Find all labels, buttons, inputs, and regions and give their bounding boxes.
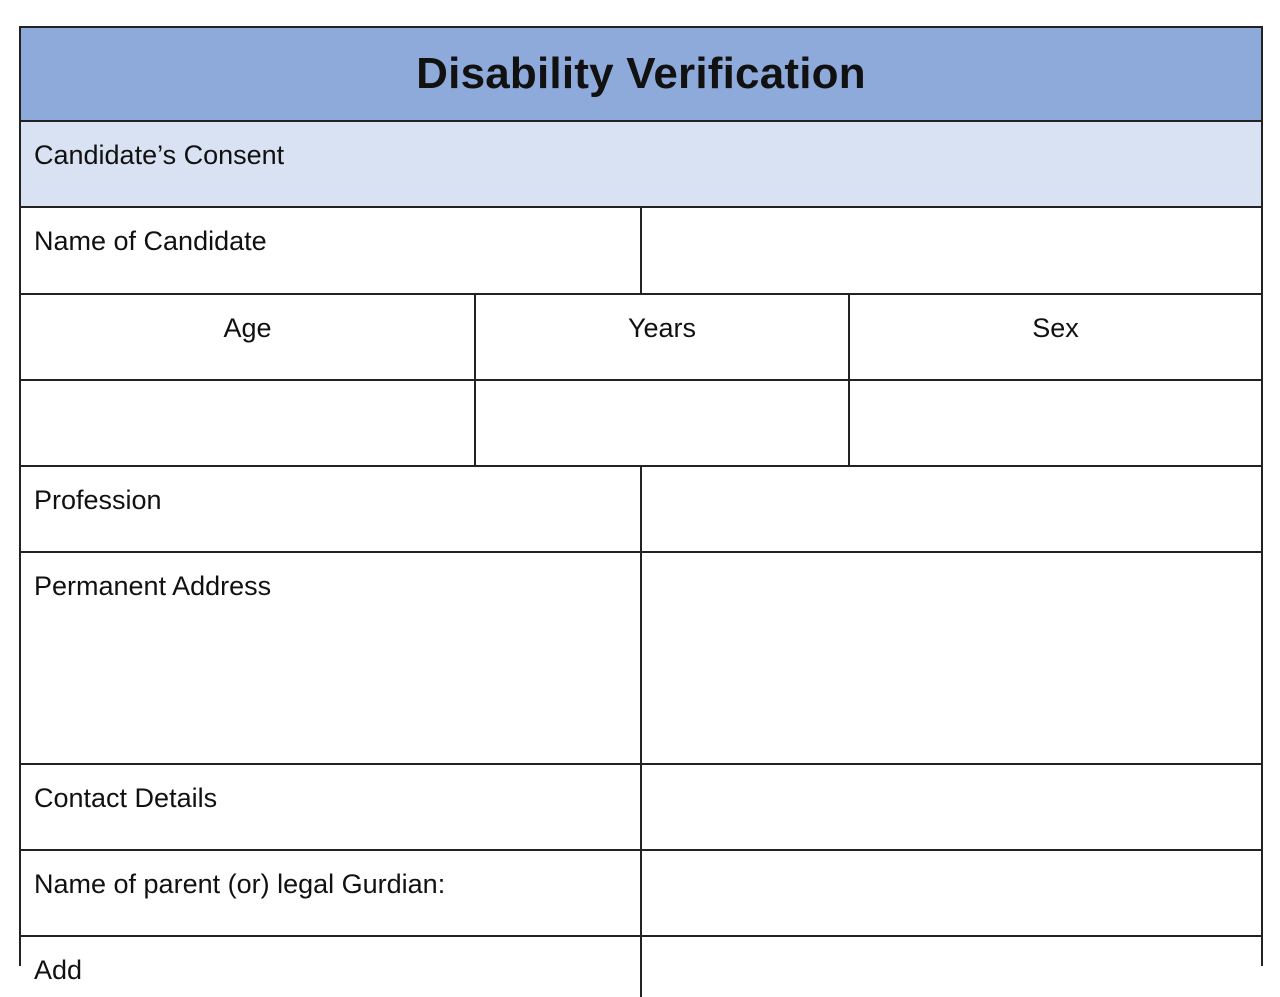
permanent-address-label-cell — [21, 553, 642, 763]
row-permanent-address — [21, 553, 1261, 765]
parent-guardian-label-cell — [21, 851, 642, 935]
row-contact-details — [21, 765, 1261, 851]
profession-label-cell — [21, 467, 642, 551]
disability-verification-form — [19, 26, 1263, 985]
section-title: Candidate’s Consent — [34, 140, 285, 170]
address-label: Add — [34, 955, 83, 985]
address-field[interactable] — [642, 937, 1261, 997]
contact-details-label: Contact Details — [34, 783, 218, 813]
form-title: Disability Verification — [416, 49, 866, 98]
row-age-years-sex-values — [21, 381, 1261, 467]
years-header-cell — [476, 295, 850, 379]
address-label-cell — [21, 937, 642, 997]
row-age-years-sex-headers — [21, 295, 1261, 381]
row-parent-guardian — [21, 851, 1261, 937]
sex-field[interactable] — [850, 381, 1261, 465]
section-header — [21, 122, 1261, 208]
row-address-cutoff — [21, 937, 1261, 997]
profession-field[interactable] — [642, 467, 1261, 551]
years-label: Years — [627, 313, 697, 343]
years-field[interactable] — [476, 381, 850, 465]
permanent-address-label: Permanent Address — [34, 571, 272, 601]
name-of-candidate-label-cell — [21, 208, 642, 293]
profession-label: Profession — [34, 485, 162, 515]
name-of-candidate-label: Name of Candidate — [34, 226, 267, 256]
form-title-bar — [21, 28, 1261, 122]
row-name-of-candidate — [21, 208, 1261, 295]
age-header-cell — [21, 295, 476, 379]
contact-details-field[interactable] — [642, 765, 1261, 849]
age-field[interactable] — [21, 381, 476, 465]
age-label: Age — [223, 313, 272, 343]
parent-guardian-field[interactable] — [642, 851, 1261, 935]
permanent-address-field[interactable] — [642, 553, 1261, 763]
sex-header-cell — [850, 295, 1261, 379]
contact-details-label-cell — [21, 765, 642, 849]
parent-guardian-label: Name of parent (or) legal Gurdian: — [34, 869, 446, 899]
sex-label: Sex — [1032, 313, 1079, 343]
name-of-candidate-field[interactable] — [642, 208, 1261, 293]
row-profession — [21, 467, 1261, 553]
